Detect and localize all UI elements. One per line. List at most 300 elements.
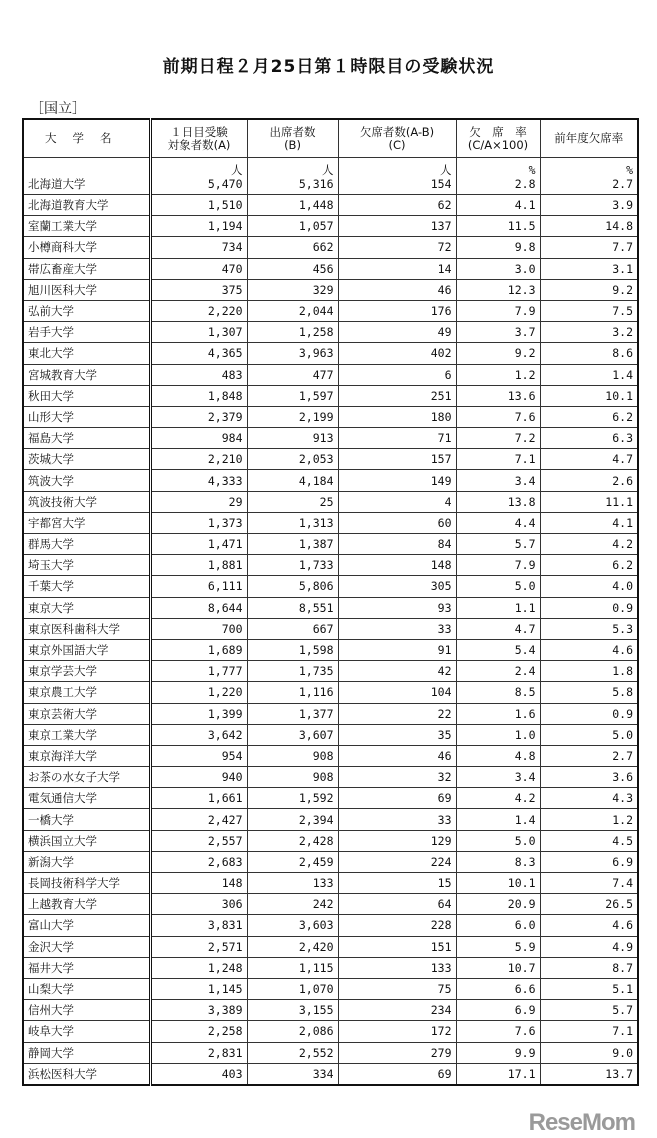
table-row (23, 1063, 638, 1085)
cell-attendees (247, 216, 338, 237)
cell-value: 14.8 (605, 219, 633, 234)
cell-value: 北海道大学 (28, 177, 86, 191)
cell-value: 宮城教育大学 (28, 367, 97, 382)
cell-value: 4.7 (612, 452, 633, 467)
cell-target-count (150, 343, 247, 364)
cell-value: 908 (312, 748, 334, 763)
table-row (23, 873, 638, 894)
cell-prev-absence-rate (540, 258, 638, 279)
cell-value: 3.9 (612, 198, 633, 213)
table-row (23, 406, 638, 427)
cell-value: 5.8 (612, 685, 633, 700)
table-row (23, 322, 638, 343)
cell-value: 104 (430, 685, 452, 700)
cell-value: 3,155 (298, 1003, 334, 1018)
cell-value: 13.6 (507, 388, 536, 403)
cell-absence-rate (456, 195, 540, 216)
cell-attendees (247, 343, 338, 364)
cell-target-count (150, 767, 247, 788)
cell-value: 東京工業大学 (28, 727, 97, 742)
cell-prev-absence-rate (540, 915, 638, 936)
cell-value: 帯広畜産大学 (28, 261, 97, 276)
table-row (23, 788, 638, 809)
cell-value: 2,552 (298, 1045, 334, 1060)
cell-value: 2.6 (612, 473, 633, 488)
cell-university-name (23, 576, 150, 597)
cell-absentees (338, 322, 456, 343)
cell-target-count (150, 639, 247, 660)
cell-value: 242 (312, 897, 334, 912)
cell-value: 1,313 (298, 515, 334, 530)
cell-absence-rate (456, 343, 540, 364)
cell-absentees (338, 555, 456, 576)
cell-value: 157 (430, 452, 452, 467)
cell-target-count (150, 957, 247, 978)
cell-attendees (247, 597, 338, 618)
cell-value: 137 (430, 219, 452, 234)
cell-attendees (247, 491, 338, 512)
cell-value: 33 (437, 812, 452, 827)
cell-absence-rate (456, 237, 540, 258)
cell-university-name (23, 703, 150, 724)
cell-value: 4 (444, 494, 452, 509)
cell-value: 4.6 (612, 918, 633, 933)
cell-university-name (23, 639, 150, 660)
cell-attendees (247, 158, 338, 195)
cell-target-count (150, 809, 247, 830)
cell-value: 7.9 (514, 304, 536, 319)
cell-value: 4.4 (514, 515, 536, 530)
cell-value: 940 (221, 770, 243, 785)
cell-value: 1,448 (298, 198, 334, 213)
cell-value: 149 (430, 473, 452, 488)
cell-value: 306 (221, 897, 243, 912)
cell-value: 2,428 (298, 833, 334, 848)
cell-absentees (338, 449, 456, 470)
cell-prev-absence-rate (540, 703, 638, 724)
cell-value: 0.9 (612, 600, 633, 615)
cell-absence-rate (456, 809, 540, 830)
cell-target-count (150, 788, 247, 809)
cell-university-name (23, 364, 150, 385)
cell-attendees (247, 894, 338, 915)
cell-value: 6.6 (514, 982, 536, 997)
cell-value: 667 (312, 621, 334, 636)
cell-value: 2,571 (207, 939, 243, 954)
cell-value: 1,733 (298, 558, 334, 573)
unit-label: 人 (322, 163, 334, 177)
cell-value: 福井大学 (28, 960, 74, 975)
cell-value: 72 (437, 240, 452, 255)
cell-prev-absence-rate (540, 534, 638, 555)
cell-value: 148 (430, 558, 452, 573)
cell-attendees (247, 406, 338, 427)
cell-prev-absence-rate (540, 1063, 638, 1085)
cell-university-name (23, 300, 150, 321)
cell-value: 8.5 (514, 685, 536, 700)
cell-value: 908 (312, 770, 334, 785)
cell-absence-rate (456, 767, 540, 788)
cell-value: 477 (312, 367, 334, 382)
table-row (23, 237, 638, 258)
cell-value: 3,603 (298, 918, 334, 933)
cell-target-count (150, 851, 247, 872)
cell-absentees (338, 1063, 456, 1085)
cell-value: 172 (430, 1024, 452, 1039)
cell-attendees (247, 915, 338, 936)
cell-value: 1,471 (207, 537, 243, 552)
cell-absentees (338, 237, 456, 258)
cell-absence-rate (456, 300, 540, 321)
cell-target-count (150, 724, 247, 745)
cell-absence-rate (456, 258, 540, 279)
cell-absence-rate (456, 936, 540, 957)
cell-value: 1,735 (298, 664, 334, 679)
cell-value: 2,220 (207, 304, 243, 319)
cell-university-name (23, 1063, 150, 1085)
cell-value: 2.4 (514, 664, 536, 679)
cell-absence-rate (456, 491, 540, 512)
cell-value: 49 (437, 325, 452, 340)
cell-prev-absence-rate (540, 978, 638, 999)
cell-value: 4,184 (298, 473, 334, 488)
cell-university-name (23, 724, 150, 745)
cell-value: 2,683 (207, 854, 243, 869)
cell-value: 長岡技術科学大学 (28, 876, 120, 891)
cell-value: 3.0 (514, 261, 536, 276)
cell-attendees (247, 258, 338, 279)
cell-value: 483 (221, 367, 243, 382)
cell-university-name (23, 745, 150, 766)
cell-absence-rate (456, 724, 540, 745)
cell-prev-absence-rate (540, 300, 638, 321)
cell-value: 2,053 (298, 452, 334, 467)
cell-value: 224 (430, 854, 452, 869)
cell-university-name (23, 343, 150, 364)
cell-prev-absence-rate (540, 343, 638, 364)
cell-absence-rate (456, 322, 540, 343)
cell-target-count (150, 830, 247, 851)
cell-value: 1.4 (514, 812, 536, 827)
cell-value: 10.7 (507, 960, 536, 975)
cell-value: 2,199 (298, 409, 334, 424)
cell-value: 3,963 (298, 346, 334, 361)
header-absentees: 欠席者数(A-B) (C) (338, 119, 456, 158)
cell-value: 1,661 (207, 791, 243, 806)
cell-absentees (338, 597, 456, 618)
cell-value: 7.6 (514, 1024, 536, 1039)
cell-target-count (150, 894, 247, 915)
cell-absentees (338, 195, 456, 216)
cell-value: 148 (221, 876, 243, 891)
cell-value: 22 (437, 706, 452, 721)
cell-value: 1.1 (514, 600, 536, 615)
cell-value: 251 (430, 388, 452, 403)
cell-value: 93 (437, 600, 452, 615)
cell-attendees (247, 555, 338, 576)
cell-absentees (338, 470, 456, 491)
cell-attendees (247, 534, 338, 555)
cell-attendees (247, 470, 338, 491)
cell-value: 1,377 (298, 706, 334, 721)
cell-university-name (23, 978, 150, 999)
cell-value: 69 (437, 1066, 452, 1081)
cell-value: 2.8 (514, 177, 536, 191)
cell-university-name (23, 915, 150, 936)
cell-university-name (23, 894, 150, 915)
cell-target-count (150, 428, 247, 449)
cell-absentees (338, 915, 456, 936)
cell-absentees (338, 300, 456, 321)
cell-absence-rate (456, 1000, 540, 1021)
cell-prev-absence-rate (540, 724, 638, 745)
cell-absentees (338, 279, 456, 300)
cell-absence-rate (456, 534, 540, 555)
cell-university-name (23, 449, 150, 470)
cell-target-count (150, 158, 247, 195)
cell-target-count (150, 322, 247, 343)
cell-absence-rate (456, 851, 540, 872)
cell-absence-rate (456, 873, 540, 894)
cell-value: 4.8 (514, 748, 536, 763)
cell-attendees (247, 745, 338, 766)
cell-value: 1,399 (207, 706, 243, 721)
cell-value: 福島大学 (28, 431, 74, 446)
cell-university-name (23, 512, 150, 533)
cell-university-name (23, 406, 150, 427)
cell-value: 2,086 (298, 1024, 334, 1039)
cell-attendees (247, 618, 338, 639)
cell-value: 宇都宮大学 (28, 515, 86, 530)
cell-target-count (150, 745, 247, 766)
table-row (23, 978, 638, 999)
cell-value: 133 (430, 960, 452, 975)
cell-target-count (150, 978, 247, 999)
cell-value: 秋田大学 (28, 388, 74, 403)
cell-attendees (247, 957, 338, 978)
cell-prev-absence-rate (540, 851, 638, 872)
cell-prev-absence-rate (540, 745, 638, 766)
cell-target-count (150, 936, 247, 957)
cell-value: 1,597 (298, 388, 334, 403)
cell-value: 東北大学 (28, 346, 74, 361)
cell-target-count (150, 491, 247, 512)
cell-value: 8.7 (612, 960, 633, 975)
cell-value: 一橋大学 (28, 812, 74, 827)
cell-value: 403 (221, 1066, 243, 1081)
cell-target-count (150, 364, 247, 385)
cell-value: 1,220 (207, 685, 243, 700)
cell-value: 2,459 (298, 854, 334, 869)
cell-value: 25 (319, 494, 334, 509)
cell-value: 35 (437, 727, 452, 742)
cell-absence-rate (456, 788, 540, 809)
unit-label: 人 (231, 163, 243, 177)
table-row (23, 597, 638, 618)
cell-value: 71 (437, 431, 452, 446)
cell-value: 7.1 (612, 1024, 633, 1039)
cell-prev-absence-rate (540, 1000, 638, 1021)
cell-value: 3.4 (514, 770, 536, 785)
cell-value: 15 (437, 876, 452, 891)
cell-value: 3,642 (207, 727, 243, 742)
cell-absence-rate (456, 745, 540, 766)
cell-absentees (338, 406, 456, 427)
cell-absence-rate (456, 978, 540, 999)
cell-prev-absence-rate (540, 1042, 638, 1063)
cell-value: 東京芸術大学 (28, 706, 97, 721)
cell-value: 11.1 (605, 494, 633, 509)
cell-value: 2,044 (298, 304, 334, 319)
cell-target-count (150, 512, 247, 533)
cell-value: 11.5 (507, 219, 536, 234)
cell-prev-absence-rate (540, 894, 638, 915)
cell-target-count (150, 195, 247, 216)
cell-absentees (338, 639, 456, 660)
table-row (23, 385, 638, 406)
section-label: ［国立］ (30, 101, 86, 117)
table-row (23, 300, 638, 321)
cell-value: 7.4 (612, 876, 633, 891)
cell-prev-absence-rate (540, 618, 638, 639)
cell-target-count (150, 216, 247, 237)
cell-value: 456 (312, 261, 334, 276)
cell-value: 1,307 (207, 325, 243, 340)
cell-target-count (150, 470, 247, 491)
cell-absentees (338, 936, 456, 957)
cell-absence-rate (456, 158, 540, 195)
cell-target-count (150, 703, 247, 724)
cell-value: 東京海洋大学 (28, 748, 97, 763)
cell-value: 5,316 (298, 177, 334, 191)
cell-absence-rate (456, 1042, 540, 1063)
cell-attendees (247, 449, 338, 470)
cell-university-name (23, 809, 150, 830)
cell-value: 2,379 (207, 409, 243, 424)
cell-absentees (338, 809, 456, 830)
cell-value: 33 (437, 621, 452, 636)
cell-value: 4.1 (514, 198, 536, 213)
cell-prev-absence-rate (540, 957, 638, 978)
cell-value: 133 (312, 876, 334, 891)
cell-value: 金沢大学 (28, 939, 74, 954)
cell-value: 東京大学 (28, 600, 74, 615)
header-target-count: １日目受験 対象者数(A) (150, 119, 247, 158)
table-header-row (23, 119, 638, 158)
cell-value: 9.2 (514, 346, 536, 361)
table-row (23, 216, 638, 237)
cell-value: 913 (312, 431, 334, 446)
cell-prev-absence-rate (540, 406, 638, 427)
cell-attendees (247, 1042, 338, 1063)
cell-value: 402 (430, 346, 452, 361)
cell-attendees (247, 279, 338, 300)
cell-absence-rate (456, 406, 540, 427)
cell-university-name (23, 258, 150, 279)
cell-university-name (23, 534, 150, 555)
cell-target-count (150, 1063, 247, 1085)
cell-university-name (23, 618, 150, 639)
table-row (23, 957, 638, 978)
cell-target-count (150, 237, 247, 258)
cell-value: 2.7 (612, 748, 633, 763)
cell-value: 3,607 (298, 727, 334, 742)
cell-target-count (150, 576, 247, 597)
cell-value: 小樽商科大学 (28, 240, 97, 255)
cell-value: 1,881 (207, 558, 243, 573)
cell-value: 75 (437, 982, 452, 997)
cell-attendees (247, 237, 338, 258)
cell-value: 5.0 (612, 727, 633, 742)
cell-attendees (247, 873, 338, 894)
cell-value: 8.6 (612, 346, 633, 361)
table-row (23, 343, 638, 364)
cell-value: 180 (430, 409, 452, 424)
cell-university-name (23, 470, 150, 491)
cell-value: 4,365 (207, 346, 243, 361)
cell-value: 32 (437, 770, 452, 785)
table-row (23, 428, 638, 449)
cell-value: 上越教育大学 (28, 897, 97, 912)
cell-absentees (338, 512, 456, 533)
cell-value: 7.6 (514, 409, 536, 424)
cell-value: 9.8 (514, 240, 536, 255)
cell-value: お茶の水女子大学 (28, 770, 120, 785)
cell-value: 2,420 (298, 939, 334, 954)
table-row (23, 724, 638, 745)
cell-prev-absence-rate (540, 237, 638, 258)
cell-attendees (247, 661, 338, 682)
cell-university-name (23, 957, 150, 978)
table-row (23, 618, 638, 639)
cell-value: 1,689 (207, 643, 243, 658)
cell-value: 旭川医科大学 (28, 282, 97, 297)
cell-value: 2,557 (207, 833, 243, 848)
header-attendees: 出席者数 (B) (247, 119, 338, 158)
cell-absentees (338, 491, 456, 512)
cell-absentees (338, 364, 456, 385)
cell-prev-absence-rate (540, 555, 638, 576)
cell-absence-rate (456, 1063, 540, 1085)
cell-value: 2,394 (298, 812, 334, 827)
cell-value: 470 (221, 261, 243, 276)
cell-value: 4.6 (612, 643, 633, 658)
cell-attendees (247, 682, 338, 703)
cell-attendees (247, 1021, 338, 1042)
cell-prev-absence-rate (540, 639, 638, 660)
table-row (23, 576, 638, 597)
cell-value: 984 (221, 431, 243, 446)
cell-university-name (23, 661, 150, 682)
cell-value: 69 (437, 791, 452, 806)
cell-value: 7.5 (612, 304, 633, 319)
cell-value: 1,116 (298, 685, 334, 700)
cell-prev-absence-rate (540, 195, 638, 216)
cell-value: 北海道教育大学 (28, 198, 109, 213)
cell-target-count (150, 597, 247, 618)
cell-prev-absence-rate (540, 873, 638, 894)
cell-attendees (247, 830, 338, 851)
cell-value: 1,510 (207, 198, 243, 213)
cell-value: 0.9 (612, 706, 633, 721)
cell-value: 1,057 (298, 219, 334, 234)
cell-value: 1,598 (298, 643, 334, 658)
cell-value: 5.4 (514, 643, 536, 658)
cell-absence-rate (456, 470, 540, 491)
cell-value: 1.6 (514, 706, 536, 721)
cell-university-name (23, 1000, 150, 1021)
cell-university-name (23, 597, 150, 618)
